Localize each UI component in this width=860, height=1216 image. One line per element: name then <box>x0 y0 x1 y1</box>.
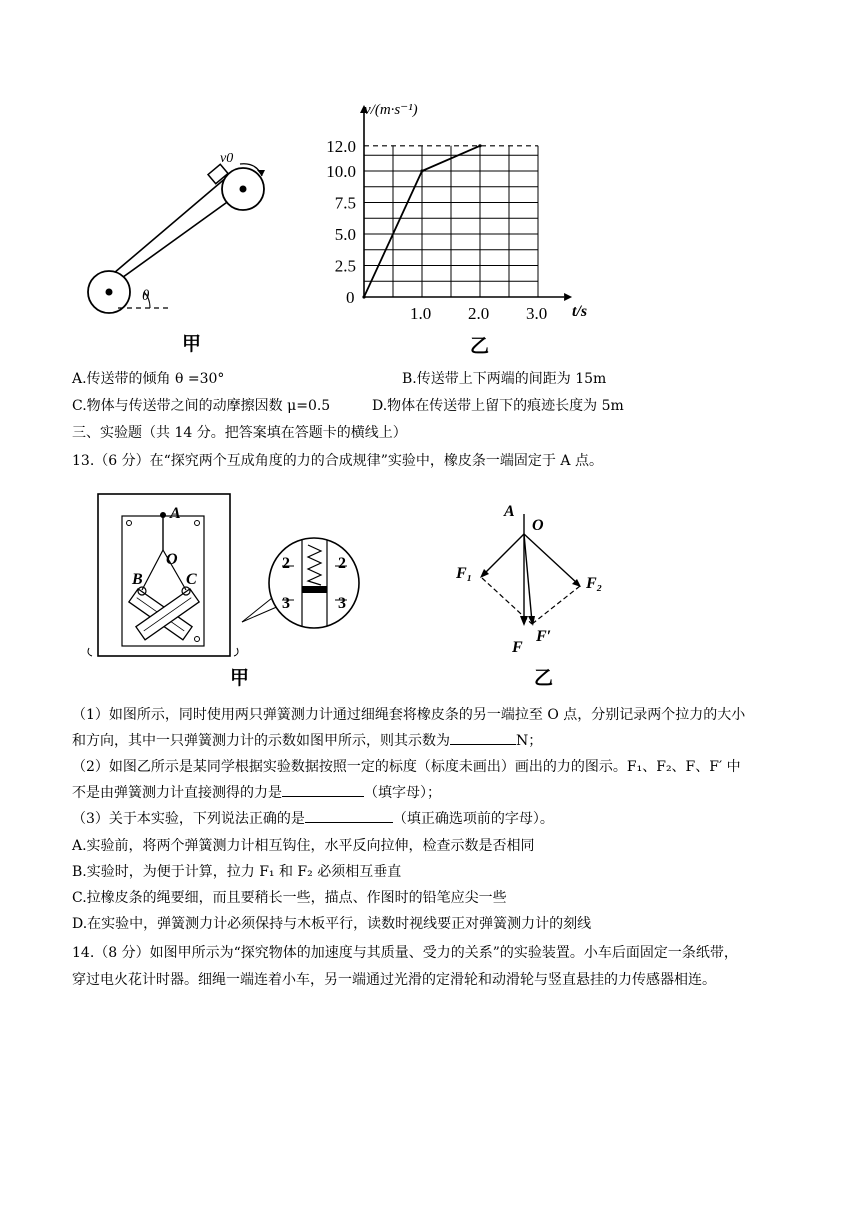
option-d: D.物体在传送带上留下的痕迹长度为 5m <box>372 398 624 414</box>
fig-yi-caption: 乙 <box>470 336 490 357</box>
y-tick-label: 12.0 <box>326 136 356 156</box>
q14-line1: 14.（8 分）如图甲所示为“探究物体的加速度与其质量、受力的关系”的实验装置。小车后面固定一条纸带， <box>72 945 738 961</box>
q13-part1: （1）如图所示，同时使用两只弹簧测力计通过细绳套将橡皮条的另一端拉至 O 点，分别记录两个拉力的大小 和方向，其中一只弹簧测力计的示数如图甲所示，则其示数为 N； <box>72 707 746 749</box>
svg-text:F′: F′ <box>536 628 552 645</box>
q14-line2: 穿过电火花计时器。细绳一端连着小车，另一端通过光滑的定滑轮和动滑轮与竖直悬挂的力传感器相连。 <box>72 972 716 988</box>
q13-option-a: A.实验前，将两个弹簧测力计相互钩住，水平反向拉伸，检查示数是否相同 <box>72 838 535 854</box>
x-tick-label: 0 <box>346 288 355 307</box>
svg-text:B: B <box>132 571 143 588</box>
chart-grid <box>360 105 572 301</box>
theta-label: θ <box>142 288 150 304</box>
answer-blank-1[interactable] <box>450 730 516 745</box>
fig-jia-caption: 甲 <box>182 334 202 355</box>
q13-part3: （3）关于本实验，下列说法正确的是 （填正确选项前的字母）。 <box>72 806 802 832</box>
q13-part2: （2）如图乙所示是某同学根据实验数据按照一定的标度（标度未画出）画出的力的图示。F₁、F₂、F、F′ 中 不是由弹簧测力计直接测得的力是 （填字母）； <box>72 759 741 801</box>
svg-text:3: 3 <box>282 595 290 612</box>
section-heading: 三、实验题（共 14 分。把答案填在答题卡的横线上） <box>72 425 407 441</box>
q13-option-b: B.实验时，为便于计算，拉力 F₁ 和 F₂ 必须相互垂直 <box>72 864 402 880</box>
force-diagram <box>448 496 628 692</box>
q13-option-c: C.拉橡皮条的绳要细，而且要稍长一些，描点、作图时的铅笔应尖一些 <box>72 890 507 906</box>
y-tick-label: 2.5 <box>334 256 356 276</box>
y-tick-label: 7.5 <box>334 193 356 213</box>
svg-text:F₁: F₁ <box>456 565 473 582</box>
option-c: C.物体与传送带之间的动摩擦因数 μ=0.5 <box>72 398 331 414</box>
svg-text:C: C <box>186 571 197 588</box>
svg-text:O: O <box>532 517 544 534</box>
fig-yi2-caption: 乙 <box>534 668 554 689</box>
answer-blank-3[interactable] <box>305 808 393 823</box>
x-tick-label: 2.0 <box>468 304 490 323</box>
y-tick-label: 10.0 <box>326 162 356 181</box>
fig-jia2-caption: 甲 <box>230 668 250 689</box>
x-axis-label: t/s <box>572 303 588 320</box>
y-tick-label: 5.0 <box>334 225 356 244</box>
svg-text:2: 2 <box>338 555 346 572</box>
q13-intro: 13.（6 分）在“探究两个互成角度的力的合成规律”实验中，橡皮条一端固定于 A 点。 <box>72 453 603 469</box>
x-tick-label: 3.0 <box>526 304 548 323</box>
svg-text:O: O <box>166 551 178 568</box>
data-point <box>420 169 423 172</box>
q13-option-d: D.在实验中，弹簧测力计必须保持与木板平行，读数时视线要正对弹簧测力计的刻线 <box>72 916 592 932</box>
svg-text:F: F <box>512 639 523 656</box>
velocity-time-chart <box>326 90 600 360</box>
x-axis-arrow <box>564 293 572 301</box>
spring-scale-apparatus <box>82 490 402 690</box>
v0-label: v0 <box>220 151 234 166</box>
svg-text:2: 2 <box>282 555 290 572</box>
option-b: B.传送带上下两端的间距为 15m <box>402 371 607 387</box>
answer-blank-2[interactable] <box>282 782 364 797</box>
data-point <box>478 144 481 147</box>
data-point <box>362 295 365 298</box>
svg-text:A: A <box>170 505 181 522</box>
y-axis-label: v/(m·s⁻¹) <box>364 102 418 118</box>
svg-text:F₂: F₂ <box>586 575 603 592</box>
svg-text:A: A <box>504 503 515 520</box>
option-a: A.传送带的倾角 θ =30° <box>72 371 225 387</box>
svg-text:3: 3 <box>338 595 346 612</box>
x-tick-label: 1.0 <box>410 304 432 323</box>
conveyor-belt-figure <box>70 140 290 360</box>
